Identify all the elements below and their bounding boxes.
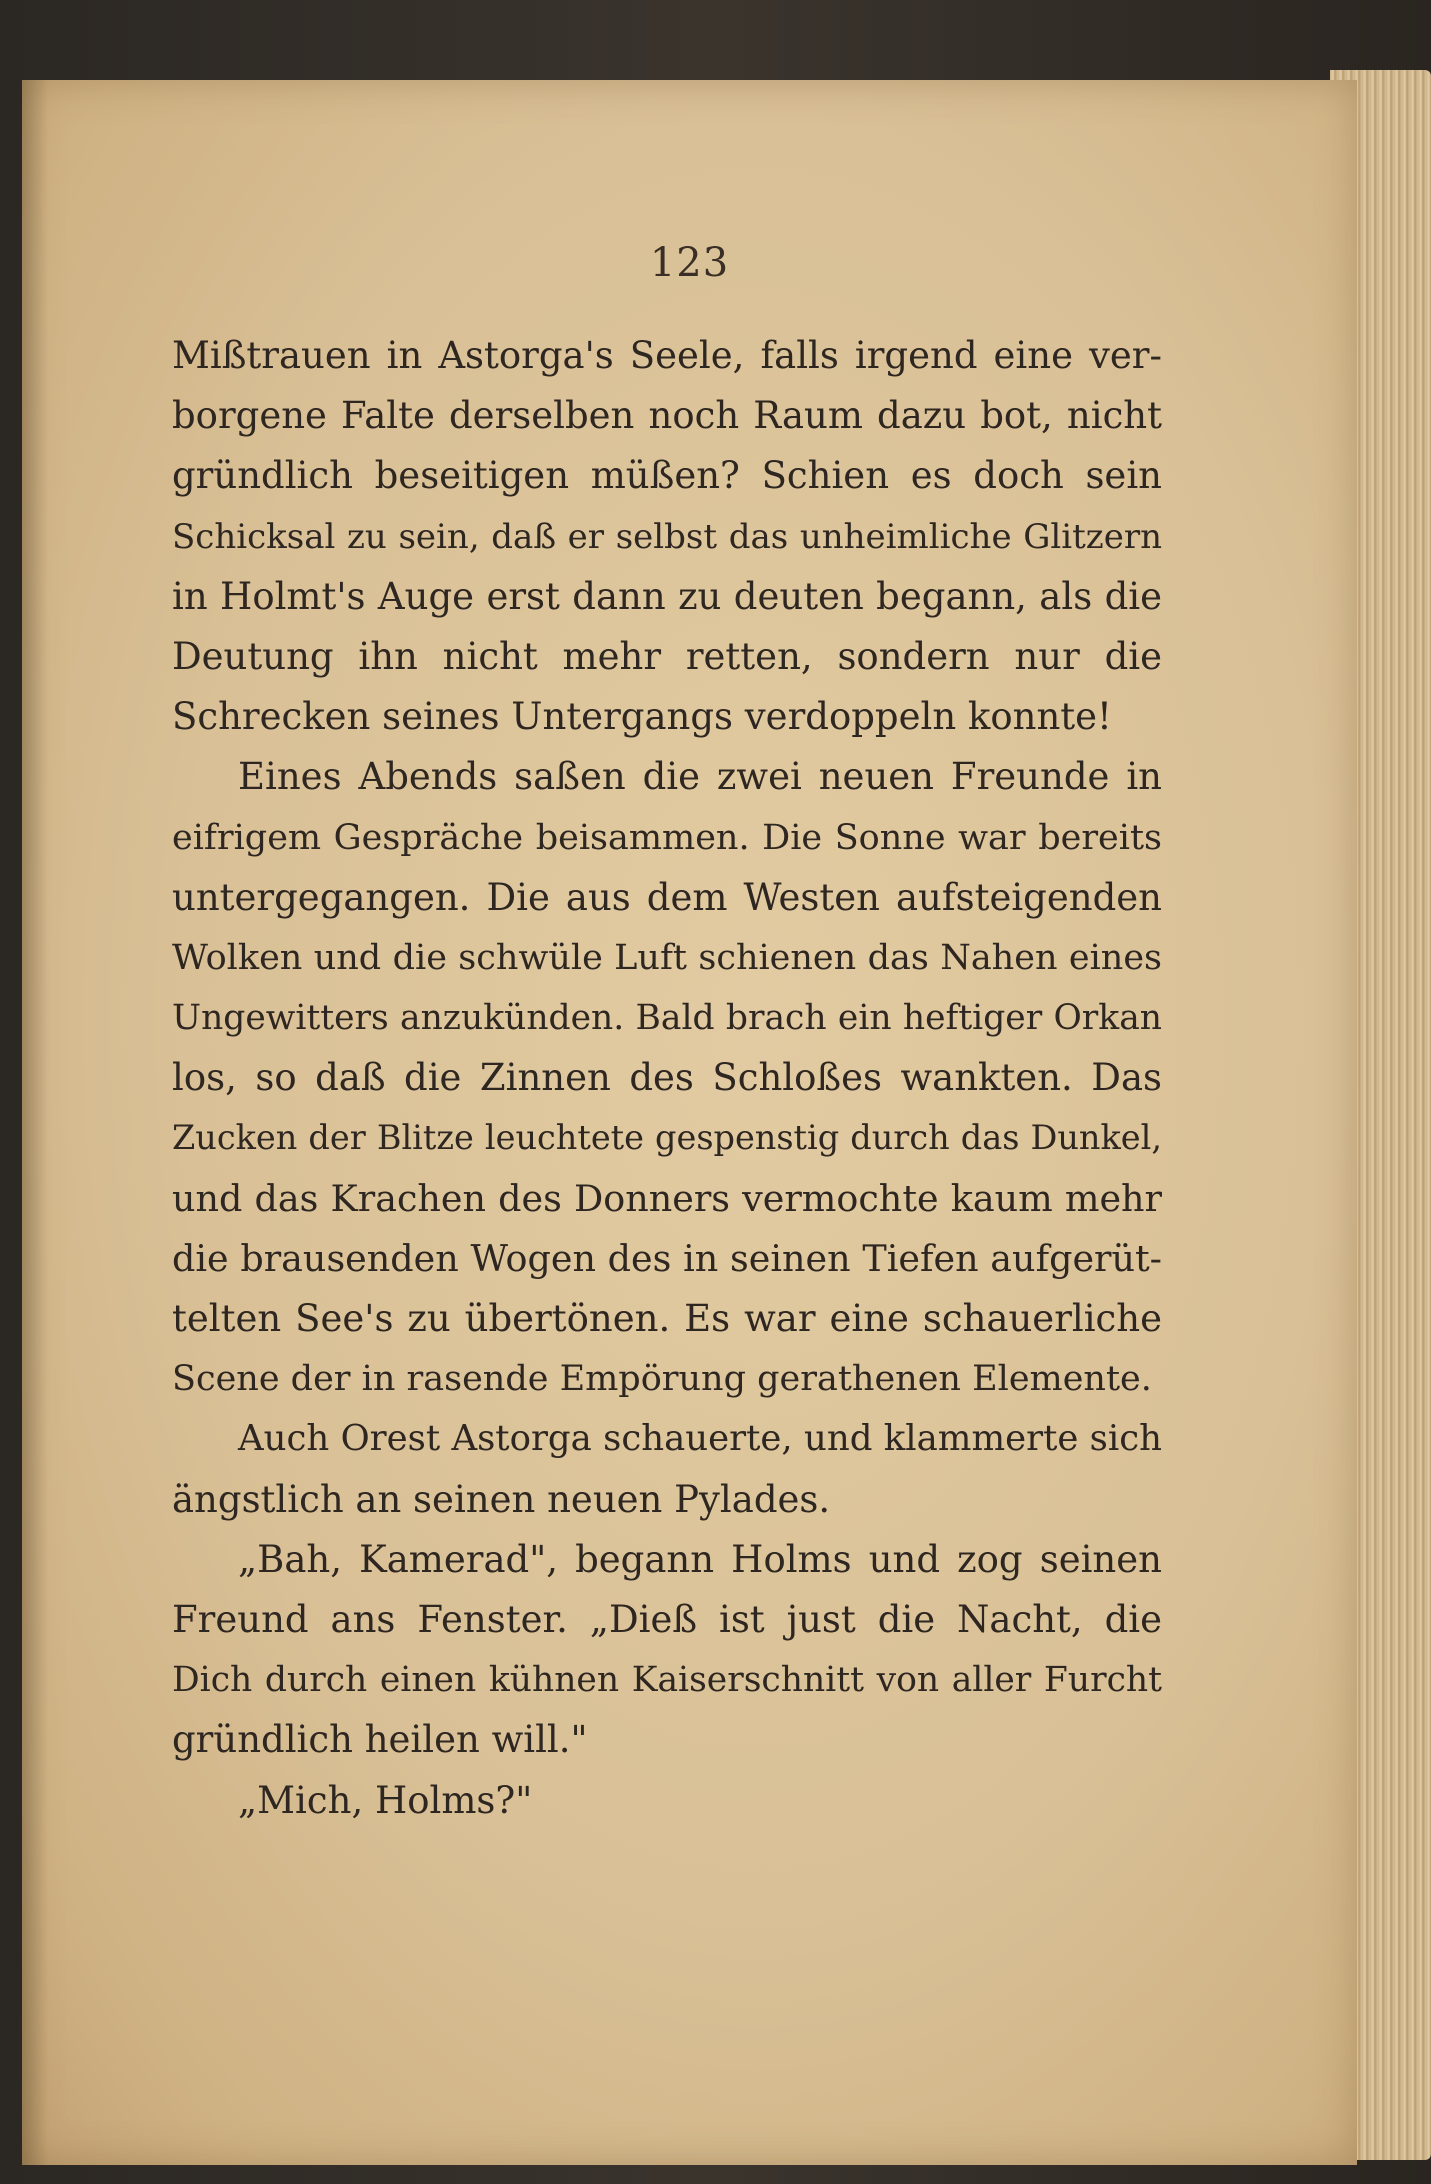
- text-line: Auch Orest Astorga schauerte, und klammerte sich: [238, 1418, 1162, 1460]
- text-line: in Holmt's Auge erst dann zu deuten begann, als die: [172, 574, 1162, 618]
- text-line: telten See's zu übertönen. Es war eine schauerliche: [172, 1297, 1162, 1340]
- book-page: [22, 80, 1357, 2165]
- text-line: Dich durch einen kühnen Kaiserschnitt von aller Furcht: [172, 1660, 1162, 1701]
- text-line: Freund ans Fenster. „Dieß ist just die Nacht, die: [172, 1597, 1162, 1641]
- text-line: Zucken der Blitze leuchtete gespenstig durch das Dunkel,: [172, 1118, 1162, 1158]
- text-line: „Bah, Kamerad", begann Holms und zog seinen: [238, 1537, 1162, 1581]
- text-line: Ungewitters anzukünden. Bald brach ein heftiger Orkan: [172, 998, 1162, 1039]
- text-line: eifrigem Gespräche beisammen. Die Sonne war bereits: [172, 817, 1162, 858]
- text-line: ängstlich an seinen neuen Pylades.: [172, 1477, 831, 1521]
- text-line: und das Krachen des Donners vermochte kaum mehr: [172, 1176, 1162, 1220]
- text-line: untergegangen. Die aus dem Westen aufsteigenden: [172, 875, 1162, 919]
- text-line: „Mich, Holms?": [238, 1778, 533, 1822]
- text-line: Eines Abends saßen die zwei neuen Freunde in: [238, 755, 1162, 799]
- text-line: Deutung ihn nicht mehr retten, sondern nur die: [172, 634, 1162, 678]
- body-text: [172, 326, 1162, 1831]
- text-line: gründlich heilen will.": [172, 1718, 588, 1762]
- text-line: borgene Falte derselben noch Raum dazu bot, nicht: [172, 394, 1162, 438]
- text-line: los, so daß die Zinnen des Schloßes wankten. Das: [172, 1056, 1162, 1100]
- page-number: 123: [649, 240, 730, 286]
- text-line: Schicksal zu sein, daß er selbst das unheimliche Glitzern: [172, 516, 1162, 557]
- text-line: Mißtrauen in Astorga's Seele, falls irgend eine ver-: [172, 334, 1162, 377]
- text-line: Scene der in rasende Empörung gerathenen Elemente.: [172, 1359, 1152, 1400]
- text-line: Wolken und die schwüle Luft schienen das Nahen eines: [172, 937, 1162, 978]
- text-line: gründlich beseitigen müßen? Schien es doch sein: [172, 454, 1162, 498]
- text-line: die brausenden Wogen des in seinen Tiefen aufgerüt-: [172, 1236, 1162, 1280]
- text-line: Schrecken seines Untergangs verdoppeln konnte!: [172, 695, 1112, 739]
